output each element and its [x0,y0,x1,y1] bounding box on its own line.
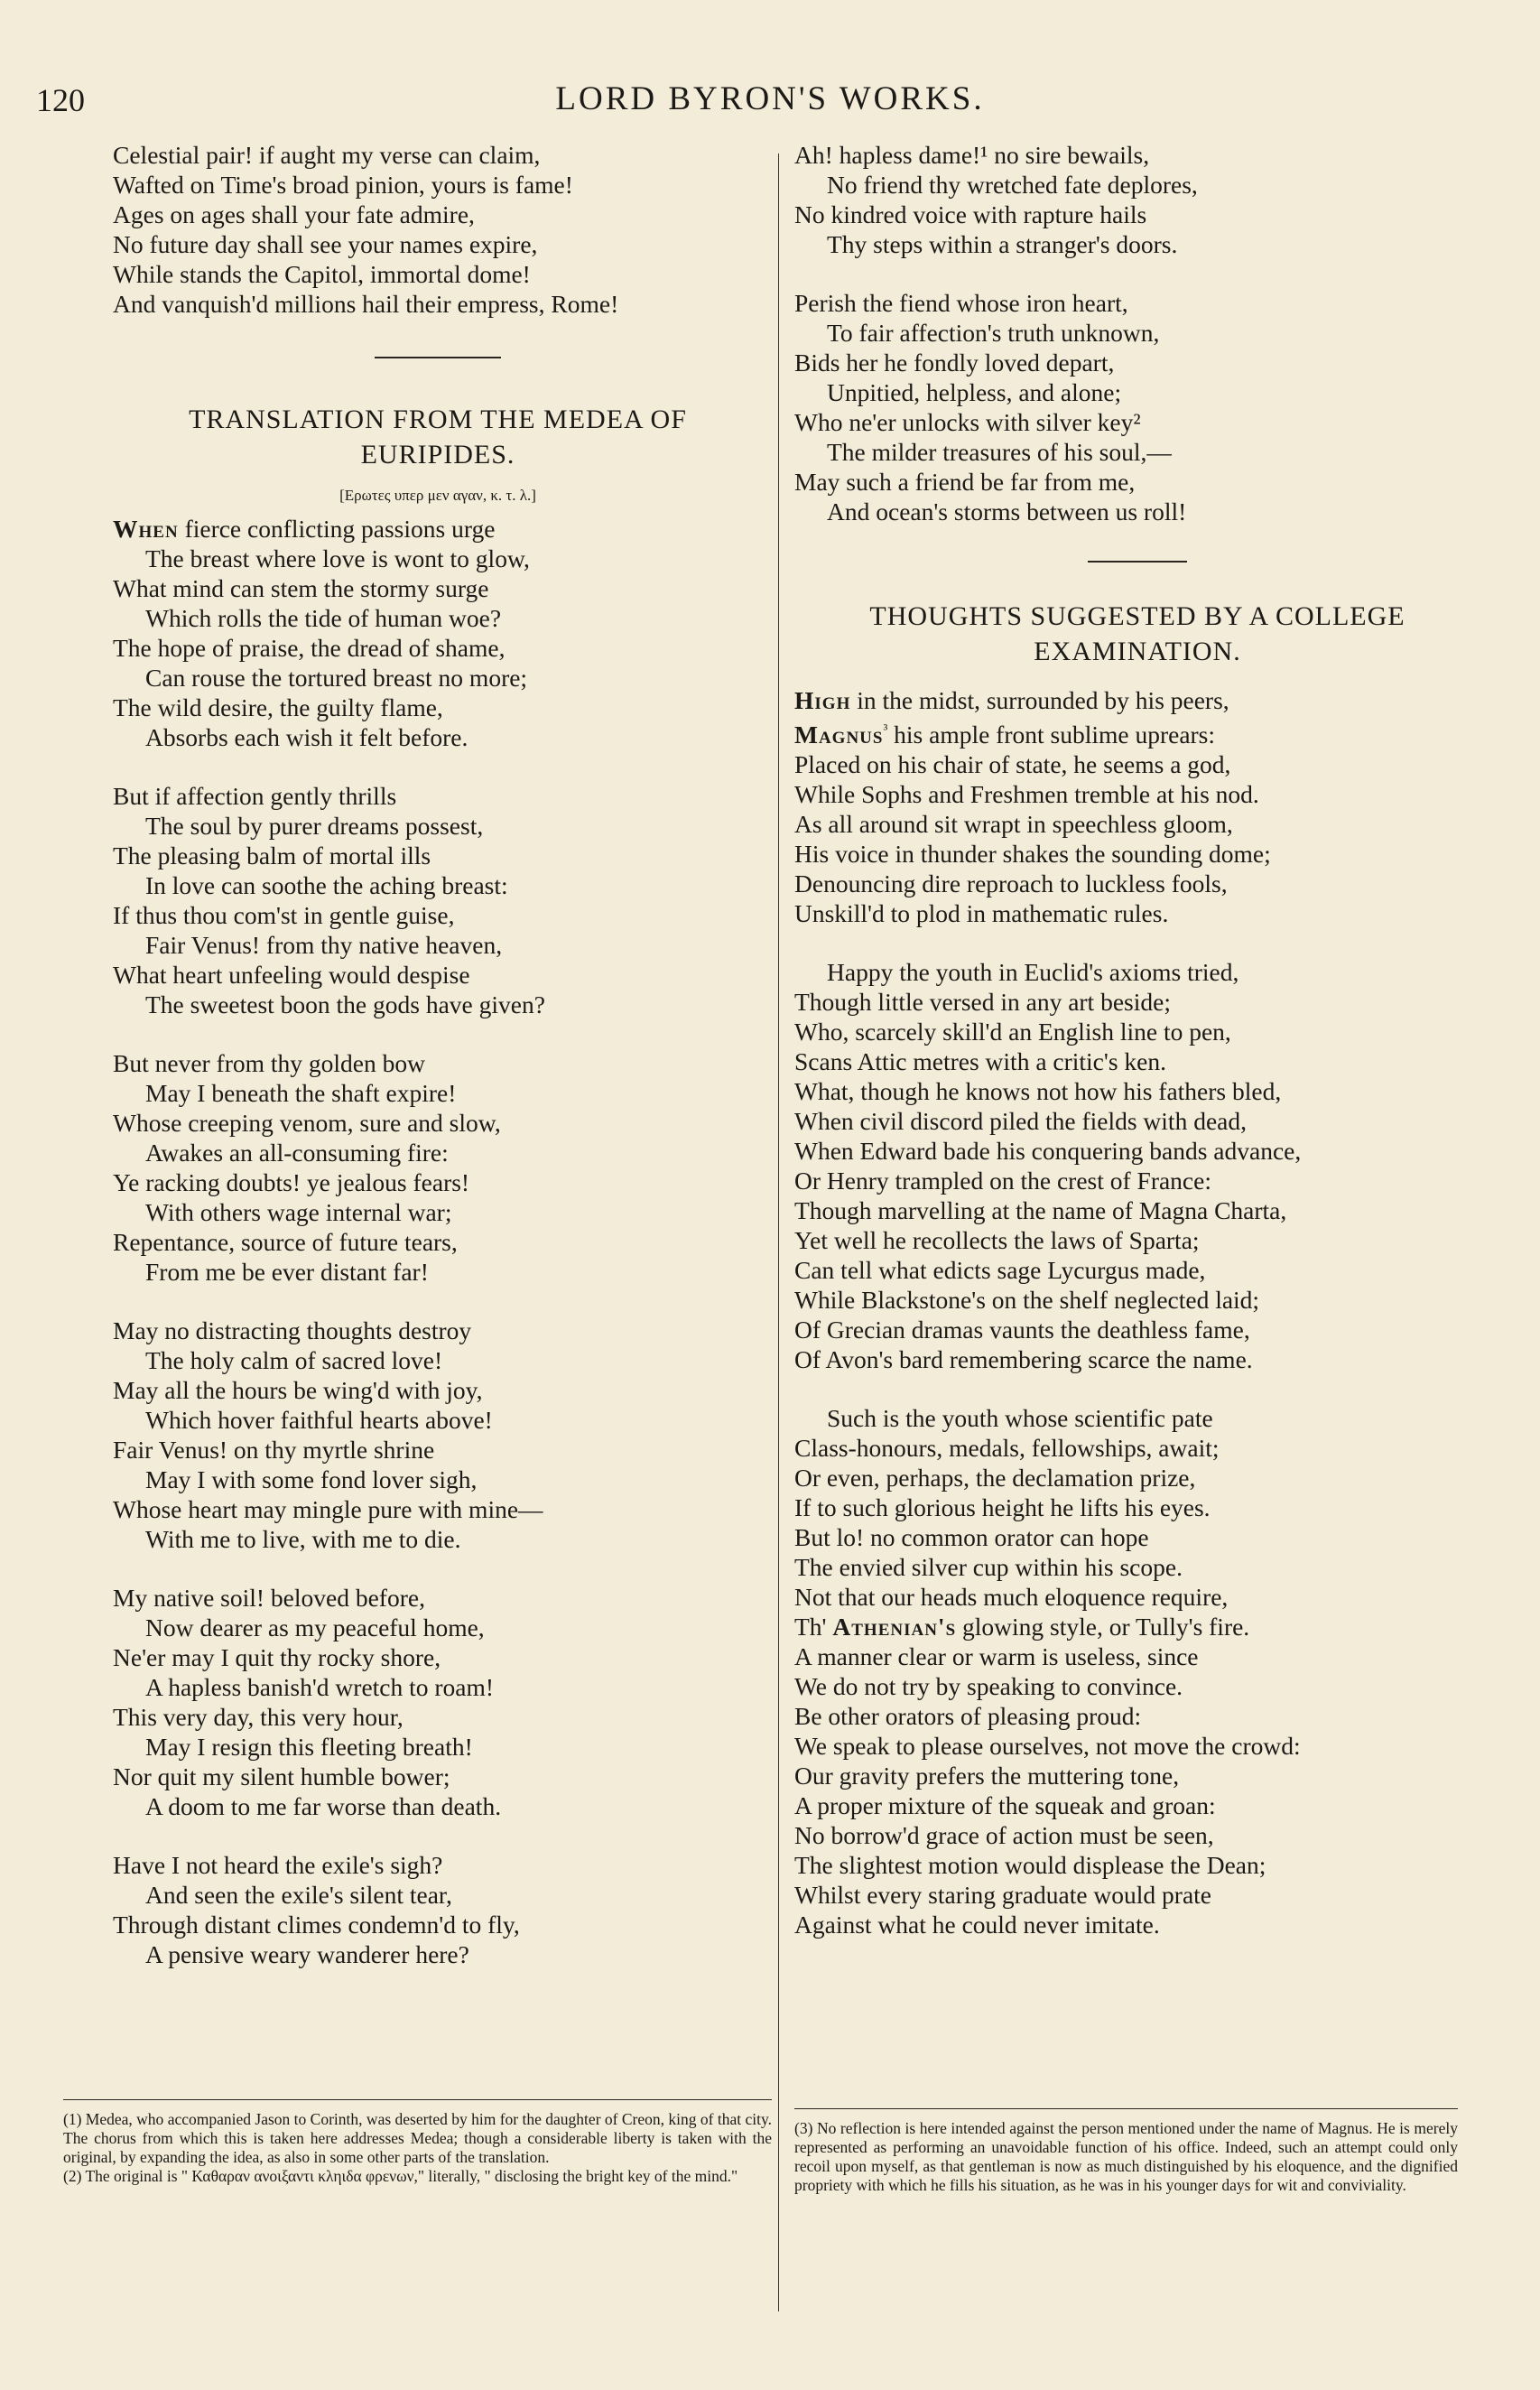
footnote-rule-left [63,2099,772,2100]
verse-line: Placed on his chair of state, he seems a god, [794,750,1231,779]
verse-line: With others wage internal war; [145,1198,452,1226]
footnote-rule-right [794,2108,1458,2109]
verse-line: Repentance, source of future tears, [113,1228,458,1256]
verse-line: Fair Venus! on thy myrtle shrine [113,1436,435,1464]
verse-line: The slightest motion would displease the Dean; [794,1851,1266,1880]
verse-line: Wafted on Time's broad pinion, yours is fame! [113,171,573,199]
verse-line: We speak to please ourselves, not move the crowd: [794,1732,1301,1761]
verse-line: The pleasing balm of mortal ills [113,842,431,870]
medea-title: TRANSLATION FROM THE MEDEA OF [189,405,687,434]
verse-line: Not that our heads much eloquence require, [794,1583,1229,1612]
verse-line: The milder treasures of his soul,— [827,438,1172,466]
verse-line: But never from thy golden bow [113,1049,425,1077]
verse-line: Though little versed in any art beside; [794,988,1171,1017]
medea-stanza-7 [794,140,1480,259]
verse-line: Ah! hapless dame!¹ no sire bewails, [794,141,1150,169]
verse-line: Ne'er may I quit thy rocky shore, [113,1643,441,1671]
verse-line: Celestial pair! if aught my verse can claim, [113,141,541,169]
section-rule [1088,561,1187,563]
thoughts-title: THOUGHTS SUGGESTED BY A COLLEGE [869,601,1405,631]
verse-line: From me be ever distant far! [145,1258,429,1286]
verse-line: What mind can stem the stormy surge [113,574,489,602]
verse-line: A manner clear or warm is useless, since [794,1642,1199,1671]
column-divider [778,153,779,2311]
verse-line: Awakes an all-consuming fire: [145,1139,449,1167]
magnus-rest: his ample front sublime uprears: [887,721,1216,749]
medea-title-cont: EURIPIDES. [360,440,515,470]
verse-line: The holy calm of sacred love! [145,1346,443,1374]
verse-line: With me to live, with me to die. [145,1525,461,1553]
verse-line: Thy steps within a stranger's doors. [827,230,1178,258]
verse-line: And ocean's storms between us roll! [827,498,1187,525]
verse-line: When Edward bade his conquering bands advance, [794,1137,1302,1166]
verse-line: Yet well he recollects the laws of Sparta; [794,1226,1200,1255]
drop-word: When [113,515,179,543]
verse-line: While stands the Capitol, immortal dome! [113,260,531,288]
footnote-ref: ³ [883,722,888,738]
intro-stanza [113,140,763,319]
medea-stanza-2 [113,781,763,1019]
verse-line: Which hover faithful hearts above! [145,1406,493,1434]
verse-line: When civil discord piled the fields with dead, [794,1107,1247,1136]
thoughts-para-1 [794,749,1480,928]
athenian-pre: Th' [794,1613,833,1641]
drop-word: High [794,686,851,714]
magnus-name: Magnus [794,721,884,749]
verse-line: No borrow'd grace of action must be seen, [794,1821,1214,1850]
thoughts-para-2-first: Happy the youth in Euclid's axioms tried, [827,958,1239,987]
medea-epigraph: [Ερωτες υπερ μεν αγαν, κ. τ. λ.] [339,487,536,504]
medea-title-block [113,402,763,505]
section-rule [375,357,501,358]
verse-line: The hope of praise, the dread of shame, [113,634,506,662]
verse-line: May all the hours be wing'd with joy, [113,1376,483,1404]
verse-line: This very day, this very hour, [113,1703,404,1731]
medea-stanza-4 [113,1316,763,1554]
thoughts-para-3a [794,1433,1480,1612]
thoughts-title-cont: EXAMINATION. [1034,637,1241,666]
verse-line: What, though he knows not how his fathers bled, [794,1077,1282,1106]
verse-line: May I with some fond lover sigh, [145,1465,478,1493]
first-line-text: fierce conflicting passions urge [178,515,496,543]
verse-line: What heart unfeeling would despise [113,961,470,989]
footnote-3: (3) No reflection is here intended against the person mentioned under the name of Magnus. He is merely represented as performing an unavoidable function of his office. Indeed, such an attempt could only recoil upon myself, as that gentleman is now as much distinguished by his eloquence, and the dignified propriety with which he fills his situation, as he was in his younger days for wit and conviviality. [794,2119,1458,2194]
footnote-1: (1) Medea, who accompanied Jason to Corinth, was deserted by him for the daughter of Creon, king of that city. The chorus from which this is taken here addresses Medea; though a considerable liberty is taken with the original, by expanding the idea, as also in some other parts of the translation. [63,2110,772,2166]
athenian-rest: glowing style, or Tully's fire. [956,1613,1250,1641]
verse-line: Of Avon's bard remembering scarce the name. [794,1345,1253,1374]
verse-line: No future day shall see your names expire, [113,230,538,258]
verse-line: Which rolls the tide of human woe? [145,604,502,632]
verse-line: May I resign this fleeting breath! [145,1733,473,1761]
verse-line: Ye racking doubts! ye jealous fears! [113,1168,470,1196]
verse-line: Scans Attic metres with a critic's ken. [794,1047,1167,1076]
verse-line: Through distant climes condemn'd to fly, [113,1911,520,1939]
thoughts-para-3-first: Such is the youth whose scientific pate [827,1404,1213,1433]
medea-stanza-6 [113,1850,763,1969]
verse-line: Of Grecian dramas vaunts the deathless fame, [794,1316,1250,1344]
verse-line: May such a friend be far from me, [794,468,1136,496]
verse-line: Unskill'd to plod in mathematic rules. [794,899,1169,928]
footnotes-left [63,2110,772,2186]
left-column [113,140,763,1969]
verse-line: In love can soothe the aching breast: [145,871,508,899]
verse-line: Now dearer as my peaceful home, [145,1613,485,1641]
verse-line: And vanquish'd millions hail their empress, Rome! [113,290,619,318]
verse-line: Fair Venus! from thy native heaven, [145,931,503,959]
thoughts-first-line [794,685,1480,715]
verse-line: The breast where love is wont to glow, [145,544,530,572]
verse-line: While Sophs and Freshmen tremble at his nod. [794,780,1259,809]
athenian-line [794,1612,1480,1641]
verse-line: Can rouse the tortured breast no more; [145,664,528,692]
verse-line: Ages on ages shall your fate admire, [113,200,475,228]
running-title: LORD BYRON'S WORKS. [555,80,985,117]
magnus-line [794,715,1480,749]
verse-line: No friend thy wretched fate deplores, [827,171,1198,199]
thoughts-para-2 [794,987,1480,1374]
verse-line: Nor quit my silent humble bower; [113,1762,450,1790]
athenian-name: Athenian's [832,1613,957,1641]
verse-line: But if affection gently thrills [113,782,397,810]
verse-line: May no distracting thoughts destroy [113,1316,472,1344]
medea-stanza-5 [113,1583,763,1821]
right-column [794,140,1480,1939]
verse-line: The envied silver cup within his scope. [794,1553,1183,1582]
verse-line: Our gravity prefers the muttering tone, [794,1762,1180,1790]
medea-stanza-3 [113,1048,763,1287]
verse-line: His voice in thunder shakes the sounding dome; [794,840,1271,869]
verse-line: As all around sit wrapt in speechless gloom, [794,810,1233,839]
thoughts-para-3b [794,1641,1480,1939]
verse-line: Who, scarcely skill'd an English line to pen, [794,1018,1231,1046]
verse-line: While Blackstone's on the shelf neglected laid; [794,1286,1260,1315]
verse-line: Denouncing dire reproach to luckless fools, [794,870,1228,898]
footnote-2: (2) The original is " Καθαραν ανοιξαντι κληιδα φρενων," literally, " disclosing the bright key of the mind." [63,2167,738,2185]
verse-line: Or even, perhaps, the declamation prize, [794,1464,1196,1493]
verse-line: May I beneath the shaft expire! [145,1079,457,1107]
verse-line: Can tell what edicts sage Lycurgus made, [794,1256,1206,1285]
verse-line: Who ne'er unlocks with silver key² [794,408,1141,436]
verse-line: Perish the fiend whose iron heart, [794,289,1128,317]
verse-line: We do not try by speaking to convince. [794,1672,1183,1701]
medea-stanza-8 [794,288,1480,526]
verse-line: But lo! no common orator can hope [794,1523,1149,1552]
verse-line: No kindred voice with rapture hails [794,200,1147,228]
verse-line: A pensive weary wanderer here? [145,1940,469,1968]
verse-line: And seen the exile's silent tear, [145,1881,452,1909]
verse-line: The wild desire, the guilty flame, [113,693,443,721]
verse-line: If thus thou com'st in gentle guise, [113,901,455,929]
verse-line: Whose creeping venom, sure and slow, [113,1109,501,1137]
verse-line: Unpitied, helpless, and alone; [827,378,1122,406]
verse-line: Against what he could never imitate. [794,1911,1160,1939]
verse-line: A hapless banish'd wretch to roam! [145,1673,495,1701]
verse-line: Though marvelling at the name of Magna Charta, [794,1196,1287,1225]
verse-line: Be other orators of pleasing proud: [794,1702,1142,1731]
medea-stanza-1 [113,544,763,752]
verse-line: If to such glorious height he lifts his eyes. [794,1493,1211,1522]
verse-line: Whose heart may mingle pure with mine— [113,1495,543,1523]
verse-line: Have I not heard the exile's sigh? [113,1851,443,1879]
verse-line: The soul by purer dreams possest, [145,812,484,840]
verse-line: Bids her he fondly loved depart, [794,349,1115,377]
verse-line: Whilst every staring graduate would prate [794,1881,1211,1910]
first-line-text: in the midst, surrounded by his peers, [850,686,1229,714]
verse-line: Class-honours, medals, fellowships, await; [794,1434,1220,1463]
verse-line: A doom to me far worse than death. [145,1792,502,1820]
verse-line: A proper mixture of the squeak and groan: [794,1791,1216,1820]
verse-line: My native soil! beloved before, [113,1584,425,1612]
medea-first-line [113,514,763,544]
thoughts-title-block [794,599,1480,669]
verse-line: Or Henry trampled on the crest of France: [794,1167,1211,1195]
verse-line: Absorbs each wish it felt before. [145,723,468,751]
verse-line: The sweetest boon the gods have given? [145,990,545,1018]
verse-line: To fair affection's truth unknown, [827,319,1160,347]
page-number: 120 [36,82,85,118]
